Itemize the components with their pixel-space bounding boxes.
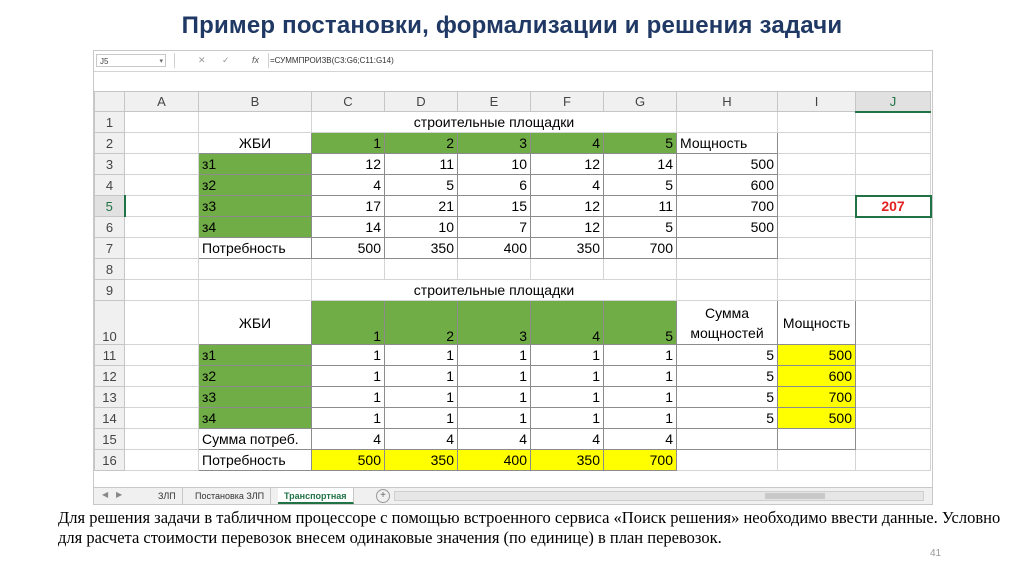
table2-capacity-cell[interactable]: 600: [778, 366, 856, 387]
column-header-a[interactable]: A: [125, 92, 199, 112]
cell[interactable]: [778, 154, 856, 175]
formula-input[interactable]: =СУММПРОИЗВ(C3:G6;C11:G14): [270, 56, 394, 65]
row-header[interactable]: 5: [95, 196, 125, 217]
slide-title: Пример постановки, формализации и решения задачи: [181, 12, 843, 39]
table2-plan-cell[interactable]: 1: [604, 366, 677, 387]
cell[interactable]: [125, 196, 199, 217]
slide-caption: Для решения задачи в табличном процессоре с помощью встроенного сервиса «Поиск решения» необходимо ввести данные. Условно для расчета стоимости перевозок внесем одинаковые значения (по единице) в план перевозок.: [58, 508, 1001, 547]
table-row: [95, 154, 931, 175]
cell[interactable]: [677, 112, 778, 133]
table1-cost-cell[interactable]: 17: [312, 196, 385, 217]
scrollbar-thumb[interactable]: [765, 493, 825, 499]
total-cost-cell[interactable]: 207: [856, 196, 931, 217]
column-header-row: [95, 92, 931, 112]
table2-row-label[interactable]: з1: [199, 345, 312, 366]
table1-site-3[interactable]: 3: [458, 133, 531, 154]
cell[interactable]: [856, 301, 931, 345]
table1-cost-cell[interactable]: 10: [458, 154, 531, 175]
cell[interactable]: [856, 450, 931, 471]
cell[interactable]: [125, 175, 199, 196]
cell[interactable]: [385, 259, 458, 280]
table1-demand-cell[interactable]: 400: [458, 238, 531, 259]
table-row: [95, 196, 931, 217]
table-row: [95, 387, 931, 408]
table2-sum-cell[interactable]: 5: [677, 408, 778, 429]
cell[interactable]: [778, 112, 856, 133]
cell[interactable]: [199, 259, 312, 280]
row-header[interactable]: 13: [95, 387, 125, 408]
table2-plan-cell[interactable]: 1: [531, 408, 604, 429]
column-header-c[interactable]: C: [312, 92, 385, 112]
table-row: [95, 429, 931, 450]
cell[interactable]: [856, 280, 931, 301]
row-header[interactable]: 2: [95, 133, 125, 154]
table1-cost-cell[interactable]: 21: [385, 196, 458, 217]
column-header-b[interactable]: B: [199, 92, 312, 112]
table-row: [95, 112, 931, 133]
cell[interactable]: [778, 175, 856, 196]
column-header-d[interactable]: D: [385, 92, 458, 112]
table1-demand-cell[interactable]: 350: [385, 238, 458, 259]
cell[interactable]: [125, 112, 199, 133]
table1-cost-cell[interactable]: 5: [385, 175, 458, 196]
formula-bar: [94, 51, 932, 72]
table2-capacity-cell[interactable]: 700: [778, 387, 856, 408]
table1-cost-cell[interactable]: 4: [312, 175, 385, 196]
table1-demand-cell[interactable]: 700: [604, 238, 677, 259]
tab-postanovka-zlp[interactable]: Постановка ЗЛП: [189, 488, 271, 504]
table1-demand-cell[interactable]: 350: [531, 238, 604, 259]
table1-demand-label[interactable]: Потребность: [199, 238, 312, 259]
row-header[interactable]: 11: [95, 345, 125, 366]
table-row: [95, 345, 931, 366]
table1-corner[interactable]: ЖБИ: [199, 133, 312, 154]
row-header[interactable]: 14: [95, 408, 125, 429]
row-header[interactable]: 6: [95, 217, 125, 238]
table2-sum-demand-cell[interactable]: 4: [312, 429, 385, 450]
cell[interactable]: [125, 238, 199, 259]
cell[interactable]: [125, 366, 199, 387]
table2-demand-cell[interactable]: 700: [604, 450, 677, 471]
table2-plan-cell[interactable]: 1: [458, 387, 531, 408]
table2-sum-cell[interactable]: 5: [677, 387, 778, 408]
divider: [174, 53, 175, 68]
table2-capacity-cell[interactable]: 500: [778, 345, 856, 366]
table2-plan-cell[interactable]: 1: [604, 387, 677, 408]
cell[interactable]: [778, 196, 856, 217]
add-sheet-icon[interactable]: +: [376, 489, 390, 503]
cell[interactable]: [856, 238, 931, 259]
cell[interactable]: [677, 259, 778, 280]
cell[interactable]: [199, 280, 312, 301]
tab-transportnaya[interactable]: Транспортная: [278, 488, 354, 504]
enter-icon[interactable]: ✓: [222, 55, 230, 65]
table1-row-label[interactable]: з4: [199, 217, 312, 238]
table1-cost-cell[interactable]: 6: [458, 175, 531, 196]
table2-plan-cell[interactable]: 1: [312, 408, 385, 429]
cell[interactable]: [856, 112, 931, 133]
table2-sum-cell[interactable]: 5: [677, 345, 778, 366]
table2-plan-cell[interactable]: 1: [604, 408, 677, 429]
table2-plan-cell[interactable]: 1: [531, 345, 604, 366]
table2-plan-cell[interactable]: 1: [385, 387, 458, 408]
column-header-f[interactable]: F: [531, 92, 604, 112]
table-row: [95, 133, 931, 154]
table-row: [95, 366, 931, 387]
table2-sum-demand-cell[interactable]: 4: [458, 429, 531, 450]
cell[interactable]: [778, 280, 856, 301]
table1-cost-cell[interactable]: 15: [458, 196, 531, 217]
table2-sum-demand-cell[interactable]: 4: [604, 429, 677, 450]
table-row: [95, 238, 931, 259]
cell[interactable]: [458, 259, 531, 280]
cell[interactable]: [604, 259, 677, 280]
table2-site-1[interactable]: 1: [312, 301, 385, 345]
table1-capacity-cell[interactable]: 500: [677, 154, 778, 175]
cell[interactable]: [125, 217, 199, 238]
table2-plan-cell[interactable]: 1: [312, 345, 385, 366]
table2-row-label[interactable]: з4: [199, 408, 312, 429]
cell[interactable]: [856, 408, 931, 429]
spreadsheet-window: [93, 50, 933, 505]
row-header[interactable]: 15: [95, 429, 125, 450]
cell[interactable]: [856, 366, 931, 387]
table1-demand-cell[interactable]: 500: [312, 238, 385, 259]
row-header[interactable]: 8: [95, 259, 125, 280]
table2-site-3[interactable]: 3: [458, 301, 531, 345]
column-header-i[interactable]: I: [778, 92, 856, 112]
table1-site-5[interactable]: 5: [604, 133, 677, 154]
table1-cost-cell[interactable]: 10: [385, 217, 458, 238]
worksheet-grid: [94, 91, 932, 471]
cell[interactable]: [125, 345, 199, 366]
table2-plan-cell[interactable]: 1: [531, 366, 604, 387]
table-row: [95, 259, 931, 280]
column-header-g[interactable]: G: [604, 92, 677, 112]
select-all-corner[interactable]: [95, 92, 125, 112]
table-row: [95, 175, 931, 196]
table1-cost-cell[interactable]: 12: [531, 196, 604, 217]
cell[interactable]: [778, 238, 856, 259]
cell[interactable]: [531, 259, 604, 280]
row-header[interactable]: 4: [95, 175, 125, 196]
table2-demand-cell[interactable]: 500: [312, 450, 385, 471]
table1-capacity-cell[interactable]: 600: [677, 175, 778, 196]
table1-row-label[interactable]: з1: [199, 154, 312, 175]
table2-plan-cell[interactable]: 1: [458, 366, 531, 387]
cell[interactable]: [125, 450, 199, 471]
page-number: 41: [930, 548, 942, 559]
table2-plan-cell[interactable]: 1: [458, 345, 531, 366]
cell[interactable]: [778, 133, 856, 154]
table2-sum-demand-cell[interactable]: 4: [385, 429, 458, 450]
table1-cost-cell[interactable]: 11: [385, 154, 458, 175]
tab-scroll-left-icon[interactable]: ◀: [102, 490, 109, 499]
table2-sum-demand-label[interactable]: Сумма потреб.: [199, 429, 312, 450]
table1-cost-cell[interactable]: 12: [531, 217, 604, 238]
cell[interactable]: [856, 345, 931, 366]
table-row: [95, 450, 931, 471]
table2-corner[interactable]: ЖБИ: [199, 301, 312, 345]
table1-row-label[interactable]: з2: [199, 175, 312, 196]
table1-cost-cell[interactable]: 5: [604, 175, 677, 196]
table-row: [95, 217, 931, 238]
cell[interactable]: [778, 217, 856, 238]
table2-plan-cell[interactable]: 1: [604, 345, 677, 366]
table1-cost-cell[interactable]: 12: [531, 154, 604, 175]
cell[interactable]: [778, 450, 856, 471]
table2-site-2[interactable]: 2: [385, 301, 458, 345]
cell[interactable]: [125, 133, 199, 154]
sheet-tab-bar: [94, 487, 932, 505]
table1-cost-cell[interactable]: 5: [604, 217, 677, 238]
table2-demand-cell[interactable]: 350: [531, 450, 604, 471]
cell[interactable]: [125, 387, 199, 408]
column-header-j[interactable]: J: [856, 92, 931, 112]
horizontal-scrollbar[interactable]: [394, 491, 924, 501]
table1-cost-cell[interactable]: 14: [312, 217, 385, 238]
cell[interactable]: [856, 154, 931, 175]
name-box[interactable]: [96, 54, 166, 67]
cell[interactable]: [677, 238, 778, 259]
table1-cost-cell[interactable]: 11: [604, 196, 677, 217]
cell[interactable]: [856, 175, 931, 196]
table2-plan-cell[interactable]: 1: [531, 387, 604, 408]
table2-plan-cell[interactable]: 1: [312, 387, 385, 408]
table1-cost-cell[interactable]: 4: [531, 175, 604, 196]
function-icon[interactable]: fx: [252, 55, 260, 65]
table2-sum-demand-cell[interactable]: 4: [531, 429, 604, 450]
table2-plan-cell[interactable]: 1: [458, 408, 531, 429]
table1-title[interactable]: строительные площадки: [312, 112, 677, 133]
table1-capacity-cell[interactable]: 700: [677, 196, 778, 217]
cell[interactable]: [125, 280, 199, 301]
row-header[interactable]: 7: [95, 238, 125, 259]
divider: [268, 53, 269, 68]
cell[interactable]: [856, 133, 931, 154]
cell[interactable]: [856, 259, 931, 280]
table2-site-4[interactable]: 4: [531, 301, 604, 345]
row-header[interactable]: 3: [95, 154, 125, 175]
table2-row-label[interactable]: з3: [199, 387, 312, 408]
table1-site-4[interactable]: 4: [531, 133, 604, 154]
table-row: [95, 301, 931, 345]
table1-row-label[interactable]: з3: [199, 196, 312, 217]
table1-cost-cell[interactable]: 12: [312, 154, 385, 175]
cell[interactable]: [856, 217, 931, 238]
table2-plan-cell[interactable]: 1: [385, 408, 458, 429]
cell[interactable]: [312, 259, 385, 280]
cell[interactable]: [778, 429, 856, 450]
table2-site-5[interactable]: 5: [604, 301, 677, 345]
name-box-value: J5: [100, 57, 109, 66]
tab-scroll-right-icon[interactable]: ▶: [116, 490, 123, 499]
row-header[interactable]: 1: [95, 112, 125, 133]
cell[interactable]: [856, 387, 931, 408]
table2-demand-label[interactable]: Потребность: [199, 450, 312, 471]
table2-sum-header[interactable]: Сумма мощностей: [677, 301, 778, 345]
table1-capacity-header[interactable]: Мощность: [677, 133, 778, 154]
cell[interactable]: [677, 450, 778, 471]
table1-site-2[interactable]: 2: [385, 133, 458, 154]
cell[interactable]: [677, 280, 778, 301]
table2-sum-cell[interactable]: 5: [677, 366, 778, 387]
table2-title[interactable]: строительные площадки: [312, 280, 677, 301]
table1-site-1[interactable]: 1: [312, 133, 385, 154]
row-header[interactable]: 16: [95, 450, 125, 471]
table1-cost-cell[interactable]: 7: [458, 217, 531, 238]
table-row: [95, 280, 931, 301]
table2-plan-cell[interactable]: 1: [312, 366, 385, 387]
row-header[interactable]: 9: [95, 280, 125, 301]
cell[interactable]: [125, 408, 199, 429]
table2-capacity-header[interactable]: Мощность: [778, 301, 856, 345]
cell[interactable]: [125, 259, 199, 280]
table2-demand-cell[interactable]: 400: [458, 450, 531, 471]
table1-cost-cell[interactable]: 14: [604, 154, 677, 175]
row-header[interactable]: 10: [95, 301, 125, 345]
cell[interactable]: [778, 259, 856, 280]
spacer: [94, 72, 932, 91]
tab-zlp[interactable]: ЗЛП: [152, 488, 183, 504]
column-header-h[interactable]: H: [677, 92, 778, 112]
table-row: [95, 408, 931, 429]
cell[interactable]: [677, 429, 778, 450]
cell[interactable]: [125, 154, 199, 175]
table2-capacity-cell[interactable]: 500: [778, 408, 856, 429]
table2-row-label[interactable]: з2: [199, 366, 312, 387]
column-header-e[interactable]: E: [458, 92, 531, 112]
cell[interactable]: [125, 429, 199, 450]
chevron-down-icon[interactable]: ▾: [159, 58, 163, 65]
cell[interactable]: [199, 112, 312, 133]
table2-demand-cell[interactable]: 350: [385, 450, 458, 471]
cell[interactable]: [125, 301, 199, 345]
table2-plan-cell[interactable]: 1: [385, 345, 458, 366]
table2-plan-cell[interactable]: 1: [385, 366, 458, 387]
cancel-icon[interactable]: ✕: [198, 55, 206, 65]
row-header[interactable]: 12: [95, 366, 125, 387]
cell[interactable]: [856, 429, 931, 450]
table1-capacity-cell[interactable]: 500: [677, 217, 778, 238]
